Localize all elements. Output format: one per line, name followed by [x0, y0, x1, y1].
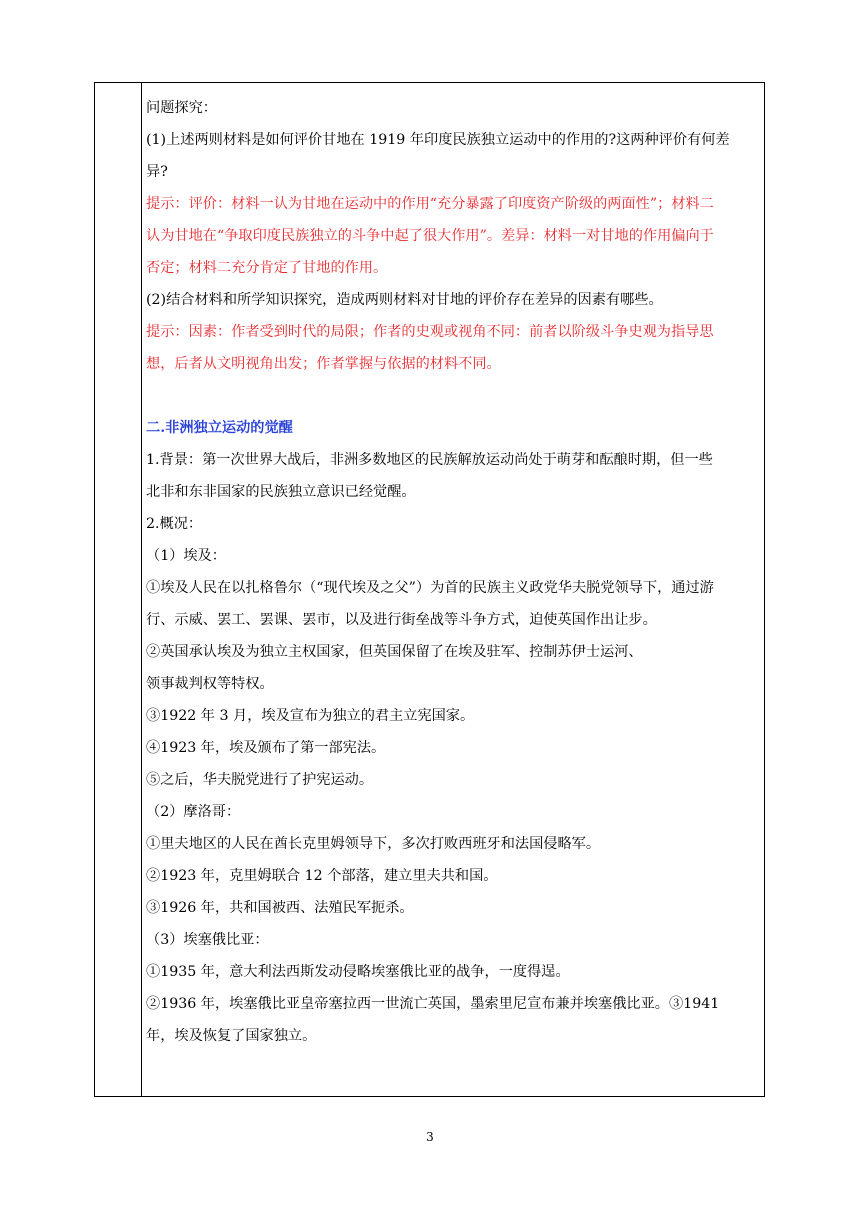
page-number: 3: [426, 1130, 434, 1144]
text-line: 问题探究：: [146, 100, 217, 116]
text-line: 想，后者从文明视角出发；作者掌握与依据的材料不同。: [146, 356, 501, 372]
text-line: ⑤之后，华夫脱党进行了护宪运动。: [146, 772, 374, 788]
section-heading: 二.非洲独立运动的觉醒: [146, 420, 293, 436]
text-line: 1.背景：第一次世界大战后，非洲多数地区的民族解放运动尚处于萌芽和酝酿时期，但一些: [146, 452, 713, 468]
text-line: 北非和东非国家的民族独立意识已经觉醒。: [146, 484, 416, 500]
text-line: ①1935 年，意大利法西斯发动侵略埃塞俄比亚的战争，一度得逞。: [146, 964, 570, 980]
text-line: ③1926 年，共和国被西、法殖民军扼杀。: [146, 900, 414, 916]
content-cell: [142, 83, 764, 1096]
text-line: 行、示威、罢工、罢课、罢市，以及进行街垒战等斗争方式，迫使英国作出让步。: [146, 612, 657, 628]
text-line: 否定；材料二充分肯定了甘地的作用。: [146, 260, 388, 276]
text-line: 领事裁判权等特权。: [146, 676, 274, 692]
text-line: (2)结合材料和所学知识探究，造成两则材料对甘地的评价存在差异的因素有哪些。: [146, 292, 663, 308]
text-line: 年，埃及恢复了国家独立。: [146, 1028, 317, 1044]
text-line: ④1923 年，埃及颁布了第一部宪法。: [146, 740, 386, 756]
text-line: 提示：因素：作者受到时代的局限；作者的史观或视角不同：前者以阶级斗争史观为指导思: [146, 324, 714, 340]
text-line: 异?: [146, 164, 168, 180]
text-line: （3）埃塞俄比亚：: [146, 932, 269, 948]
content-table: [94, 82, 765, 1097]
text-line: 2.概况：: [146, 516, 203, 532]
text-line: （2）摩洛哥：: [146, 804, 241, 820]
text-line: ②1936 年，埃塞俄比亚皇帝塞拉西一世流亡英国，墨索里尼宣布兼并埃塞俄比亚。③1941: [146, 996, 720, 1012]
text-line: ③1922 年 3 月，埃及宣布为独立的君主立宪国家。: [146, 708, 475, 724]
text-line: ①里夫地区的人民在酋长克里姆领导下，多次打败西班牙和法国侵略军。: [146, 836, 601, 852]
text-line: ②英国承认埃及为独立主权国家，但英国保留了在埃及驻军、控制苏伊士运河、: [146, 644, 643, 660]
left-column: [95, 83, 142, 1096]
text-line: ①埃及人民在以扎格鲁尔（“现代埃及之父”）为首的民族主义政党华夫脱党领导下，通过游: [146, 580, 714, 596]
text-line: (1)上述两则材料是如何评价甘地在 1919 年印度民族独立运动中的作用的?这两种评价有何差: [146, 132, 730, 148]
text-line: ②1923 年，克里姆联合 12 个部落，建立里夫共和国。: [146, 868, 498, 884]
text-line: （1）埃及：: [146, 548, 226, 564]
text-line: 认为甘地在“争取印度民族独立的斗争中起了很大作用”。差异：材料一对甘地的作用偏向于: [146, 228, 714, 244]
text-line: 提示：评价：材料一认为甘地在运动中的作用“充分暴露了印度资产阶级的两面性”；材料二: [146, 196, 714, 212]
